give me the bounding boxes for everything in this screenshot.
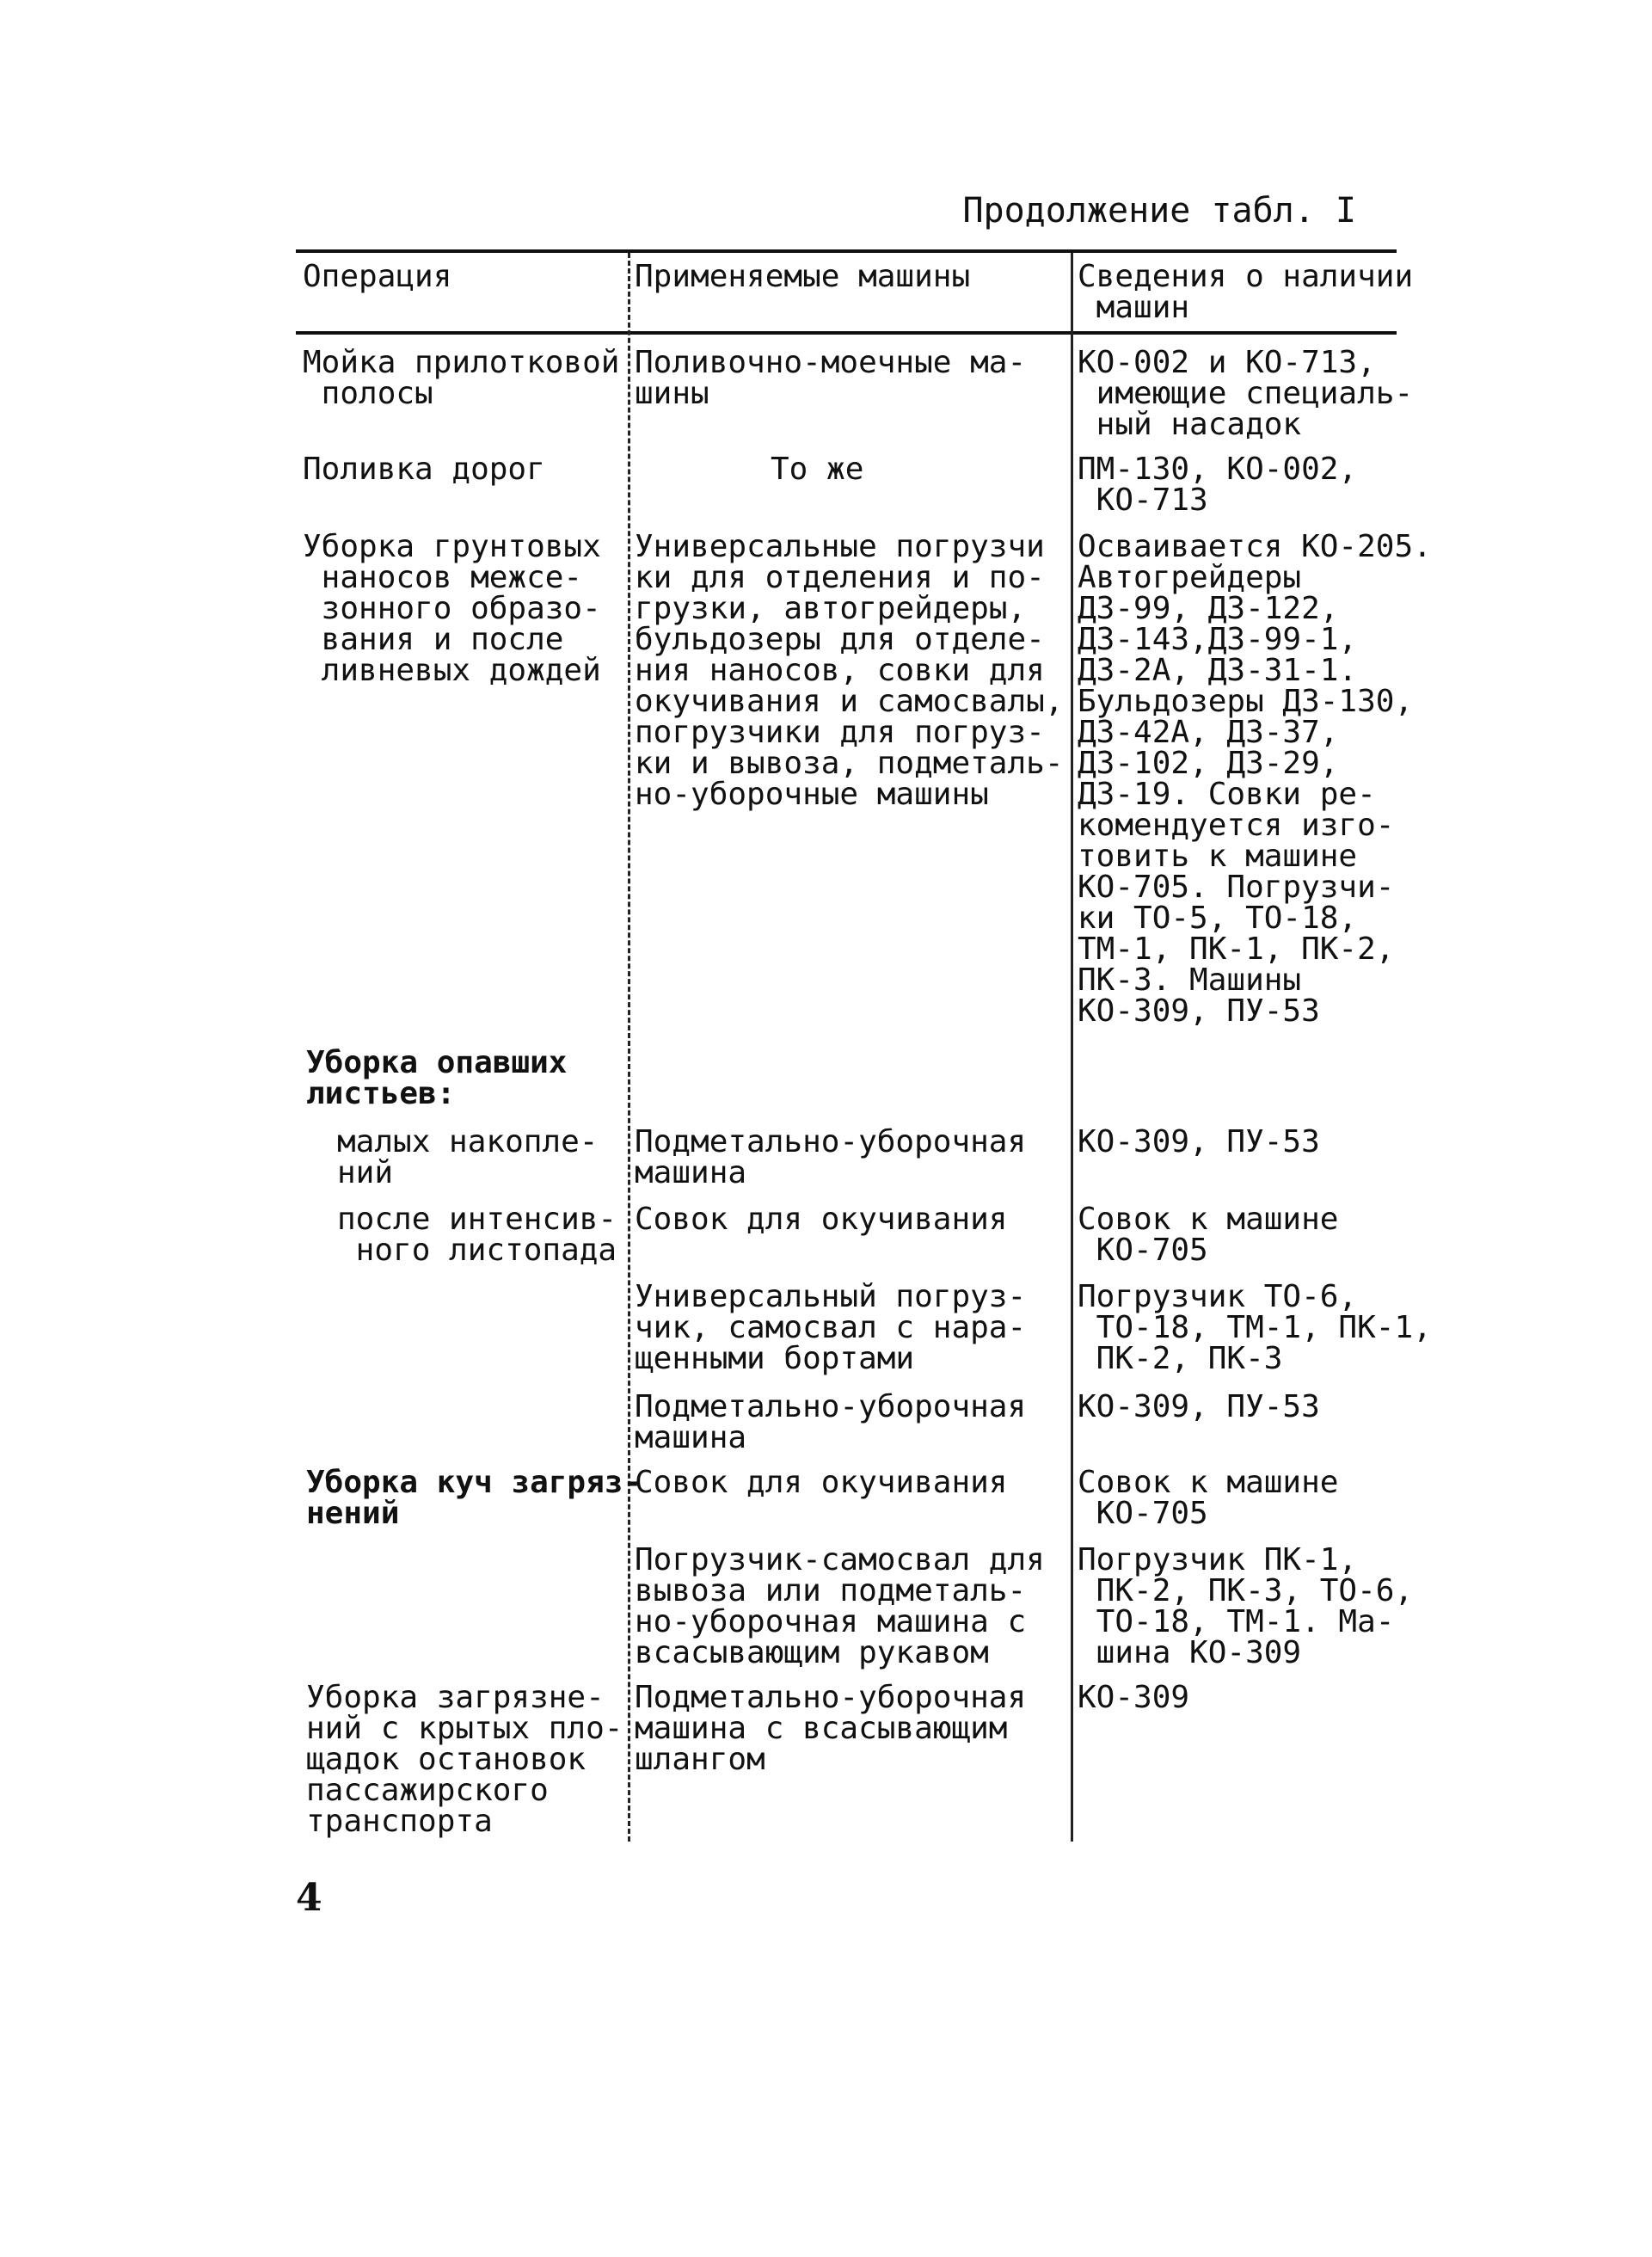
row-4-operation: Уборка опавших листьев: <box>306 1045 568 1111</box>
row-5-availability: КО-309, ПУ-53 <box>1078 1124 1320 1159</box>
row-9-availability: Совок к машине КО-705 <box>1078 1465 1339 1531</box>
header-operation: Операция <box>303 259 452 294</box>
row-1-operation: Мойка прилотковой полосы <box>303 345 620 411</box>
page-number: 4 <box>296 1876 322 1920</box>
table-top-rule <box>296 249 1397 253</box>
row-7-availability: Погрузчик ТО-6, ТО-18, ТМ-1, ПК-1, ПК-2, ПК-3 <box>1078 1279 1432 1376</box>
row-6-availability: Совок к машине КО-705 <box>1078 1202 1339 1268</box>
row-11-machines: Подметально-уборочная машина с всасывающим шлангом <box>635 1680 1027 1777</box>
row-9-machines: Совок для окучивания <box>635 1465 1008 1500</box>
row-8-availability: КО-309, ПУ-53 <box>1078 1389 1320 1424</box>
row-8-machines: Подметально-уборочная машина <box>635 1389 1027 1455</box>
row-6-machines: Совок для окучивания <box>635 1202 1008 1237</box>
row-1-machines: Поливочно-моечные ма- шины <box>635 345 1027 411</box>
row-9-operation: Уборка куч загряз- нений <box>306 1465 642 1531</box>
header-bottom-rule <box>296 331 1397 335</box>
row-2-availability: ПМ-130, КО-002, КО-713 <box>1078 452 1358 518</box>
row-1-availability: КО-002 и КО-713, имеющие специаль- ный насадок <box>1078 345 1414 442</box>
row-3-machines: Универсальные погрузчи ки для отделения и по- грузки, автогрейдеры, бульдозеры для отделе- ния наносов, совки для окучивания и самосвалы, погрузчики для погруз- ки и вывоза, подметаль- но-уборочные машины <box>635 529 1064 812</box>
row-3-availability: Осваивается КО-205. Автогрейдеры ДЗ-99, ДЗ-122, ДЗ-143,ДЗ-99-1, ДЗ-2А, ДЗ-31-1. Бульдозеры ДЗ-130, ДЗ-42А, ДЗ-37, ДЗ-102, ДЗ-29, ДЗ-19. Совки ре- комендуется изго- товить к машине КО-705. Погрузчи- ки ТО-5, ТО-18, ТМ-1, ПК-1, ПК-2, ПК-3. Машины КО-309, ПУ-53 <box>1078 529 1432 1029</box>
row-3-operation: Уборка грунтовых наносов межсе- зонного образо- вания и после ливневых дождей <box>303 529 601 688</box>
row-10-availability: Погрузчик ПК-1, ПК-2, ПК-3, ТО-6, ТО-18, ТМ-1. Ма- шина КО-309 <box>1078 1542 1414 1670</box>
row-6-operation: после интенсив- ного листопада <box>337 1202 617 1268</box>
header-availability: Сведения о наличии машин <box>1078 259 1414 325</box>
row-11-availability: КО-309 <box>1078 1680 1190 1715</box>
row-5-machines: Подметально-уборочная машина <box>635 1124 1027 1190</box>
column-divider-1 <box>628 253 630 1842</box>
table-caption: Продолжение табл. I <box>962 191 1356 231</box>
column-divider-2 <box>1071 253 1073 1842</box>
row-2-operation: Поливка дорог <box>303 452 545 487</box>
row-7-machines: Универсальный погруз- чик, самосвал с нара- щенными бортами <box>635 1279 1027 1376</box>
row-10-machines: Погрузчик-самосвал для вывоза или подметаль- но-уборочная машина с всасывающим рукавом <box>635 1542 1045 1670</box>
row-2-machines: То же <box>771 452 864 487</box>
row-11-operation: Уборка загрязне- ний с крытых пло- щадок остановок пассажирского транспорта <box>306 1680 623 1839</box>
row-5-operation: малых накопле- ний <box>337 1124 599 1190</box>
header-machines: Применяемые машины <box>635 259 971 294</box>
